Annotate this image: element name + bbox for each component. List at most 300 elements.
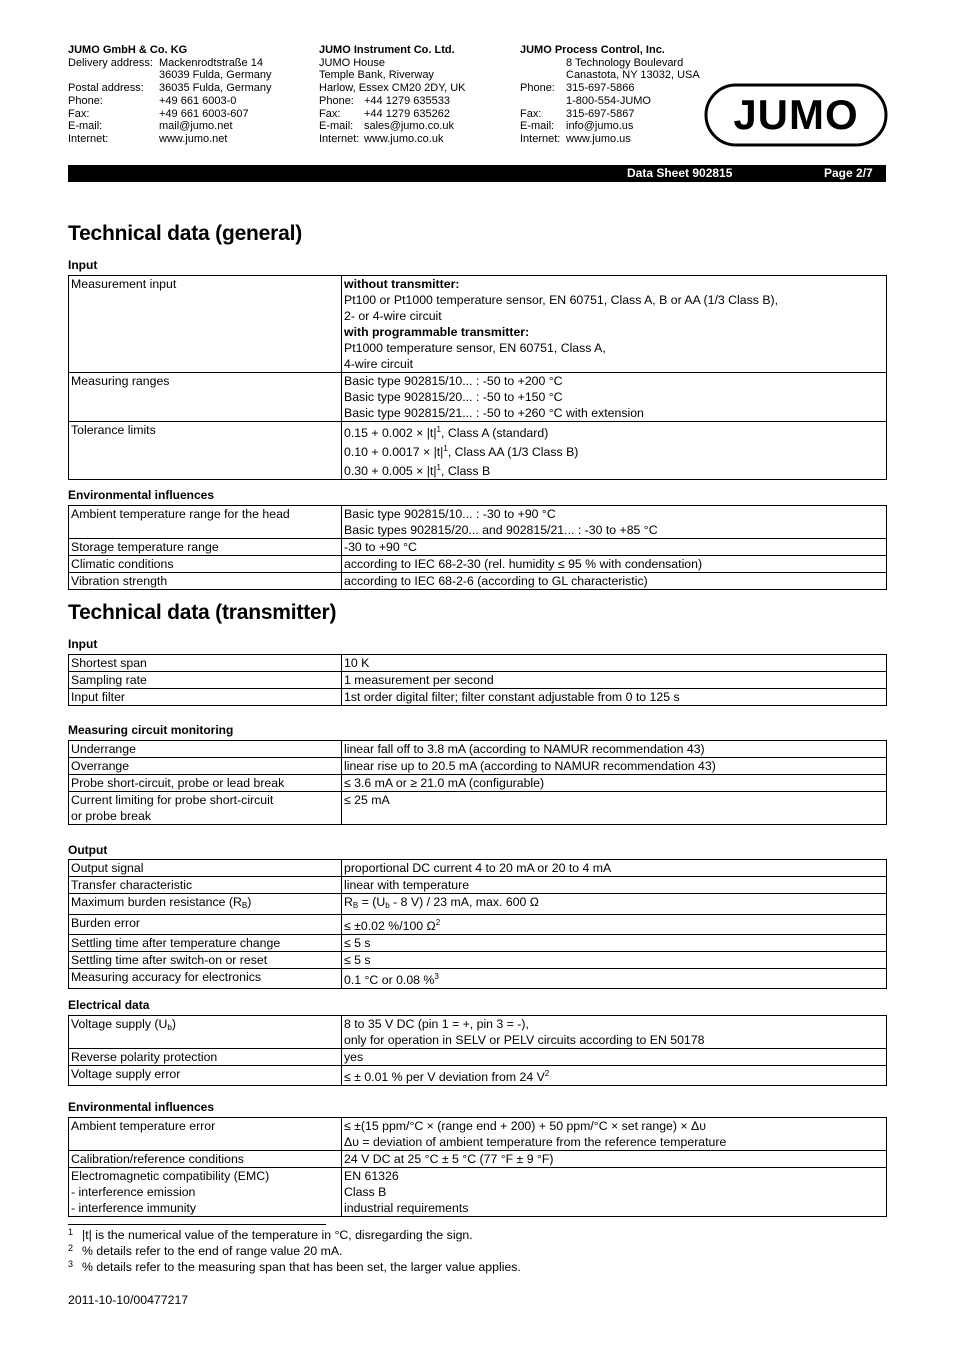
value-line (344, 1049, 884, 1065)
table-output (68, 859, 887, 989)
row-value (342, 1049, 887, 1066)
label-line: - interference immunity (71, 1201, 197, 1215)
address-line (520, 133, 700, 146)
label-text: Reverse polarity protection (71, 1050, 218, 1064)
subsection-title: Input (68, 258, 98, 272)
table-row (69, 556, 887, 573)
label-text: Storage temperature range (71, 540, 219, 554)
row-value (342, 689, 887, 706)
address-key: Postal address: (68, 82, 144, 95)
label-text: Burden error (71, 916, 141, 930)
value-line (344, 356, 884, 372)
label-text: Settling time after switch-on or reset (71, 953, 268, 967)
value-text: according to IEC 68-2-30 (rel. humidity ≤ 95 % with condensation) (344, 557, 703, 571)
row-label (69, 741, 342, 758)
label-text: Measuring accuracy for electronics (71, 970, 261, 984)
row-value (342, 1168, 887, 1217)
address-value: www.jumo.net (159, 132, 228, 145)
value-text: yes (344, 1050, 364, 1064)
value-line (344, 877, 884, 893)
value-line (344, 952, 884, 968)
company-name: JUMO Process Control, Inc. (520, 44, 665, 56)
label-line (71, 672, 339, 688)
address-line (319, 57, 466, 70)
table-row (69, 1016, 887, 1049)
label-line (71, 894, 339, 914)
subsection-title: Environmental influences (68, 1100, 215, 1114)
value-text: ≤ 5 s (344, 936, 371, 950)
address-key: Delivery address: (68, 56, 153, 69)
company-address-uk (319, 44, 466, 146)
label-line (71, 573, 339, 589)
address-value: +44 1279 635262 (364, 107, 450, 120)
address-value: www.jumo.us (566, 132, 631, 145)
table-row (69, 1049, 887, 1066)
row-value (342, 860, 887, 877)
value-line (344, 935, 884, 951)
row-label (69, 969, 342, 989)
label-line: or probe break (71, 809, 151, 823)
row-value (342, 573, 887, 590)
row-label (69, 1016, 342, 1049)
label-text: Underrange (71, 742, 136, 756)
value-text: , Class B (441, 464, 491, 478)
value-text: with programmable transmitter: (344, 325, 530, 339)
row-label (69, 894, 342, 915)
label-text: Shortest span (71, 656, 147, 670)
value-line (344, 422, 884, 441)
document-id: 2011-10-10/00477217 (68, 1293, 189, 1307)
table-row (69, 573, 887, 590)
address-value: JUMO House (319, 56, 386, 69)
value-text: , Class AA (1/3 Class B) (447, 445, 579, 459)
address-value: +44 1279 635533 (364, 94, 450, 107)
label-text: Tolerance limits (71, 423, 156, 437)
address-line (68, 69, 272, 82)
row-label (69, 915, 342, 935)
label-line (71, 1049, 339, 1065)
address-line (520, 120, 700, 133)
address-value: +49 661 6003-607 (159, 107, 249, 120)
table-row (69, 860, 887, 877)
label-line (71, 1118, 339, 1134)
value-text: without transmitter: (344, 277, 460, 291)
table-row (69, 1151, 887, 1168)
label-text: Voltage supply error (71, 1067, 181, 1081)
label-line (71, 1016, 339, 1036)
address-key: Phone: (520, 82, 555, 95)
subscript: B (241, 901, 248, 910)
row-value (342, 741, 887, 758)
value-line (344, 1184, 884, 1200)
value-line (344, 1016, 884, 1032)
value-line (344, 373, 884, 389)
label-line (71, 758, 339, 774)
row-value (342, 422, 887, 480)
value-text: Basic type 902815/10... : -30 to +90 °C (344, 507, 556, 521)
address-value: 315-697-5866 (566, 82, 635, 95)
table-row (69, 915, 887, 935)
row-label (69, 689, 342, 706)
table-row (69, 894, 887, 915)
row-value (342, 1151, 887, 1168)
row-label (69, 506, 342, 539)
row-value (342, 556, 887, 573)
value-line (344, 1118, 884, 1134)
value-line (344, 556, 884, 572)
subsection-title: Output (68, 843, 108, 857)
label-text: Transfer characteristic (71, 878, 193, 892)
value-text: only for operation in SELV or PELV circuits according to EN 50178 (344, 1033, 705, 1047)
value-text: 1 measurement per second (344, 673, 494, 687)
address-line (68, 108, 272, 121)
value-text: 0.30 + 0.005 × |t| (344, 464, 437, 478)
address-key: Internet: (319, 132, 360, 145)
value-line (344, 689, 884, 705)
address-value: Canastota, NY 13032, USA (566, 69, 700, 82)
address-value: www.jumo.co.uk (364, 132, 444, 145)
label-line (71, 1066, 339, 1082)
row-label (69, 672, 342, 689)
row-label (69, 877, 342, 894)
value-line (344, 792, 884, 808)
value-line (344, 915, 884, 934)
address-line (319, 133, 466, 146)
row-label (69, 573, 342, 590)
value-text: 0.15 + 0.002 × |t| (344, 426, 437, 440)
label-line (71, 969, 339, 985)
value-text: linear rise up to 20.5 mA (according to NAMUR recommendation 43) (344, 759, 716, 773)
value-text: linear with temperature (344, 878, 470, 892)
label-text: ) (171, 1017, 176, 1031)
label-text: Sampling rate (71, 673, 147, 687)
table-row (69, 672, 887, 689)
address-line (68, 133, 272, 146)
value-text: ≤ 5 s (344, 953, 371, 967)
value-text: Class B (344, 1185, 387, 1199)
address-line (68, 57, 272, 70)
value-text: R (344, 895, 353, 909)
value-text: ≤ ±0.02 %/100 Ω (344, 919, 436, 933)
value-text: Basic type 902815/21... : -50 to +260 °C with extension (344, 406, 644, 420)
row-value (342, 1118, 887, 1151)
table-row (69, 877, 887, 894)
table-row (69, 422, 887, 480)
table-row (69, 969, 887, 989)
table-row (69, 655, 887, 672)
row-label (69, 1168, 342, 1217)
table-general-env (68, 505, 887, 590)
row-value (342, 894, 887, 915)
section-title-transmitter: Technical data (transmitter) (68, 601, 337, 624)
address-value: Temple Bank, Riverway (319, 69, 434, 82)
row-value (342, 775, 887, 792)
address-value: 36035 Fulda, Germany (159, 82, 272, 95)
address-line (68, 82, 272, 95)
value-line (344, 894, 884, 914)
value-text: 0.10 + 0.0017 × |t| (344, 445, 444, 459)
row-value (342, 792, 887, 825)
value-text: linear fall off to 3.8 mA (according to NAMUR recommendation 43) (344, 742, 705, 756)
address-value: info@jumo.us (566, 120, 634, 133)
table-row (69, 952, 887, 969)
value-text: - 8 V) / 23 mA, max. 600 Ω (389, 895, 539, 909)
subsection-title: Measuring circuit monitoring (68, 723, 234, 737)
address-line (319, 95, 466, 108)
label-line (71, 276, 339, 292)
address-line (520, 82, 700, 95)
section-title-general: Technical data (general) (68, 222, 303, 245)
label-line (71, 935, 339, 951)
value-line (344, 775, 884, 791)
address-key: Internet: (68, 132, 109, 145)
label-line (71, 422, 339, 438)
address-line (68, 120, 272, 133)
company-name: JUMO Instrument Co. Ltd. (319, 44, 455, 56)
address-value: mail@jumo.net (159, 120, 233, 133)
label-line: - interference emission (71, 1185, 196, 1199)
address-key: Phone: (68, 94, 103, 107)
address-key: Internet: (520, 132, 561, 145)
table-row (69, 276, 887, 373)
label-line (71, 506, 339, 522)
footnote-ref: 3 (434, 972, 439, 981)
value-line (344, 405, 884, 421)
row-value (342, 935, 887, 952)
value-line (344, 1200, 884, 1216)
label-text: Ambient temperature range for the head (71, 507, 290, 521)
row-label (69, 860, 342, 877)
address-line (319, 82, 466, 95)
row-value (342, 276, 887, 373)
label-line (71, 539, 339, 555)
label-text: Climatic conditions (71, 557, 174, 571)
row-value (342, 877, 887, 894)
value-text: industrial requirements (344, 1201, 469, 1215)
row-value (342, 655, 887, 672)
value-line (344, 1151, 884, 1167)
row-value (342, 952, 887, 969)
label-line (71, 373, 339, 389)
value-line (344, 340, 884, 356)
table-transmitter-input (68, 654, 887, 706)
address-line (319, 69, 466, 82)
address-value: Mackenrodtstraße 14 (159, 56, 263, 69)
row-label (69, 758, 342, 775)
value-line (344, 292, 884, 308)
company-address-us (520, 44, 700, 146)
row-label (69, 1118, 342, 1151)
value-line (344, 573, 884, 589)
label-line (71, 689, 339, 705)
address-line (319, 108, 466, 121)
footnote-ref: 1 (436, 463, 441, 472)
address-value: +49 661 6003-0 (159, 94, 237, 107)
row-value (342, 506, 887, 539)
row-label (69, 422, 342, 480)
address-key: Fax: (68, 107, 90, 120)
address-key: Fax: (520, 107, 542, 120)
footnote-ref: 2 (435, 918, 441, 927)
svg-text:JUMO: JUMO (733, 91, 859, 138)
value-text: ≤ ±(15 ppm/°C × (range end + 200) + 50 ppm/°C × set range) × Δυ (344, 1119, 706, 1133)
label-text: Electromagnetic compatibility (EMC) (71, 1169, 270, 1183)
row-label (69, 655, 342, 672)
label-line (71, 775, 339, 791)
value-line (344, 539, 884, 555)
row-label (69, 792, 342, 825)
label-line (71, 952, 339, 968)
label-text: Settling time after temperature change (71, 936, 281, 950)
table-row (69, 775, 887, 792)
label-text: Measurement input (71, 277, 177, 291)
address-line (520, 95, 700, 108)
label-text: Overrange (71, 759, 130, 773)
row-label (69, 1049, 342, 1066)
address-value: sales@jumo.co.uk (364, 120, 455, 133)
address-key: E-mail: (319, 120, 354, 133)
value-text: ≤ 25 mA (344, 793, 390, 807)
value-text: 4-wire circuit (344, 357, 414, 371)
footnote: 2 % details refer to the end of range value 20 mA. (68, 1243, 343, 1258)
label-text: Voltage supply (U (71, 1017, 168, 1031)
row-label (69, 1066, 342, 1086)
label-text: Ambient temperature error (71, 1119, 216, 1133)
value-line (344, 860, 884, 876)
subscript: B (352, 901, 359, 910)
value-line (344, 758, 884, 774)
value-line (344, 1134, 884, 1150)
table-row (69, 758, 887, 775)
value-text: , Class A (standard) (441, 426, 549, 440)
value-line (344, 324, 884, 340)
table-transmitter-env (68, 1117, 887, 1217)
label-line (71, 556, 339, 572)
page-number: Page 2/7 (824, 166, 873, 180)
value-line (344, 741, 884, 757)
header-bar (68, 165, 886, 182)
address-key: E-mail: (68, 120, 103, 133)
address-value: 315-697-5867 (566, 107, 635, 120)
footnote-separator (68, 1224, 326, 1225)
table-row (69, 741, 887, 758)
jumo-logo (704, 83, 888, 147)
label-line (71, 1151, 339, 1167)
subscript: b (385, 901, 390, 910)
row-value (342, 373, 887, 422)
row-label (69, 373, 342, 422)
footnote-ref: 2 (544, 1069, 550, 1078)
footnote-ref: 1 (436, 425, 441, 434)
label-line (71, 860, 339, 876)
value-text: ≤ 3.6 mA or ≥ 21.0 mA (configurable) (344, 776, 545, 790)
row-label (69, 276, 342, 373)
address-line (520, 108, 700, 121)
table-row (69, 1168, 887, 1217)
value-text: 0.1 °C or 0.08 % (344, 973, 435, 987)
value-text: according to IEC 68-2-6 (according to GL characteristic) (344, 574, 648, 588)
label-text: Probe short-circuit, probe or lead break (71, 776, 285, 790)
address-key: E-mail: (520, 120, 555, 133)
value-line (344, 1168, 884, 1184)
address-key: Phone: (319, 94, 354, 107)
address-line (68, 95, 272, 108)
value-text: Δυ = deviation of ambient temperature from the reference temperature (344, 1135, 727, 1149)
company-address-de (68, 44, 272, 146)
table-row (69, 792, 887, 825)
table-row (69, 539, 887, 556)
value-line (344, 1066, 884, 1085)
row-value (342, 1016, 887, 1049)
value-text: 1st order digital filter; filter constant adjustable from 0 to 125 s (344, 690, 680, 704)
table-circuit-monitoring (68, 740, 887, 825)
label-text: Output signal (71, 861, 144, 875)
label-line (71, 741, 339, 757)
table-row (69, 935, 887, 952)
value-text: proportional DC current 4 to 20 mA or 20 to 4 mA (344, 861, 612, 875)
address-value: 8 Technology Boulevard (566, 56, 684, 69)
table-row (69, 1066, 887, 1086)
value-text: Basic type 902815/10... : -50 to +200 °C (344, 374, 563, 388)
label-line (71, 792, 339, 808)
row-label (69, 556, 342, 573)
row-label (69, 952, 342, 969)
row-value (342, 539, 887, 556)
label-text: Current limiting for probe short-circuit (71, 793, 274, 807)
row-value (342, 672, 887, 689)
label-line (71, 915, 339, 931)
address-value: 1-800-554-JUMO (566, 94, 651, 107)
table-row (69, 373, 887, 422)
footnote-ref: 1 (443, 444, 448, 453)
subsection-title: Electrical data (68, 998, 150, 1012)
value-text: 2- or 4-wire circuit (344, 309, 442, 323)
footnote: 3 % details refer to the measuring span that has been set, the larger value applies. (68, 1259, 521, 1274)
value-line (344, 308, 884, 324)
row-label (69, 539, 342, 556)
address-line (520, 69, 700, 82)
company-name: JUMO GmbH & Co. KG (68, 44, 188, 56)
value-line (344, 969, 884, 988)
label-line (71, 1168, 339, 1184)
row-value (342, 1066, 887, 1086)
label-text: Measuring ranges (71, 374, 170, 388)
table-general-input (68, 275, 887, 480)
value-line (344, 276, 884, 292)
value-line (344, 506, 884, 522)
address-value: 36039 Fulda, Germany (159, 69, 272, 82)
value-line (344, 655, 884, 671)
footnote: 1 |t| is the numerical value of the temperature in °C, disregarding the sign. (68, 1227, 473, 1242)
value-text: Basic type 902815/20... : -50 to +150 °C (344, 390, 563, 404)
address-key: Fax: (319, 107, 341, 120)
value-line (344, 672, 884, 688)
value-line (344, 460, 884, 479)
label-text: Vibration strength (71, 574, 168, 588)
subscript: b (167, 1023, 172, 1032)
value-line (344, 389, 884, 405)
value-text: Basic types 902815/20... and 902815/21... : -30 to +85 °C (344, 523, 658, 537)
value-line (344, 441, 884, 460)
value-text: Pt100 or Pt1000 temperature sensor, EN 60751, Class A, B or AA (1/3 Class B), (344, 293, 779, 307)
row-label (69, 935, 342, 952)
value-text: 8 to 35 V DC (pin 1 = +, pin 3 = -), (344, 1017, 529, 1031)
address-line (319, 120, 466, 133)
label-text: ) (247, 895, 252, 909)
address-value: Harlow, Essex CM20 2DY, UK (319, 82, 466, 95)
value-text: = (U (358, 895, 386, 909)
table-electrical (68, 1015, 887, 1086)
